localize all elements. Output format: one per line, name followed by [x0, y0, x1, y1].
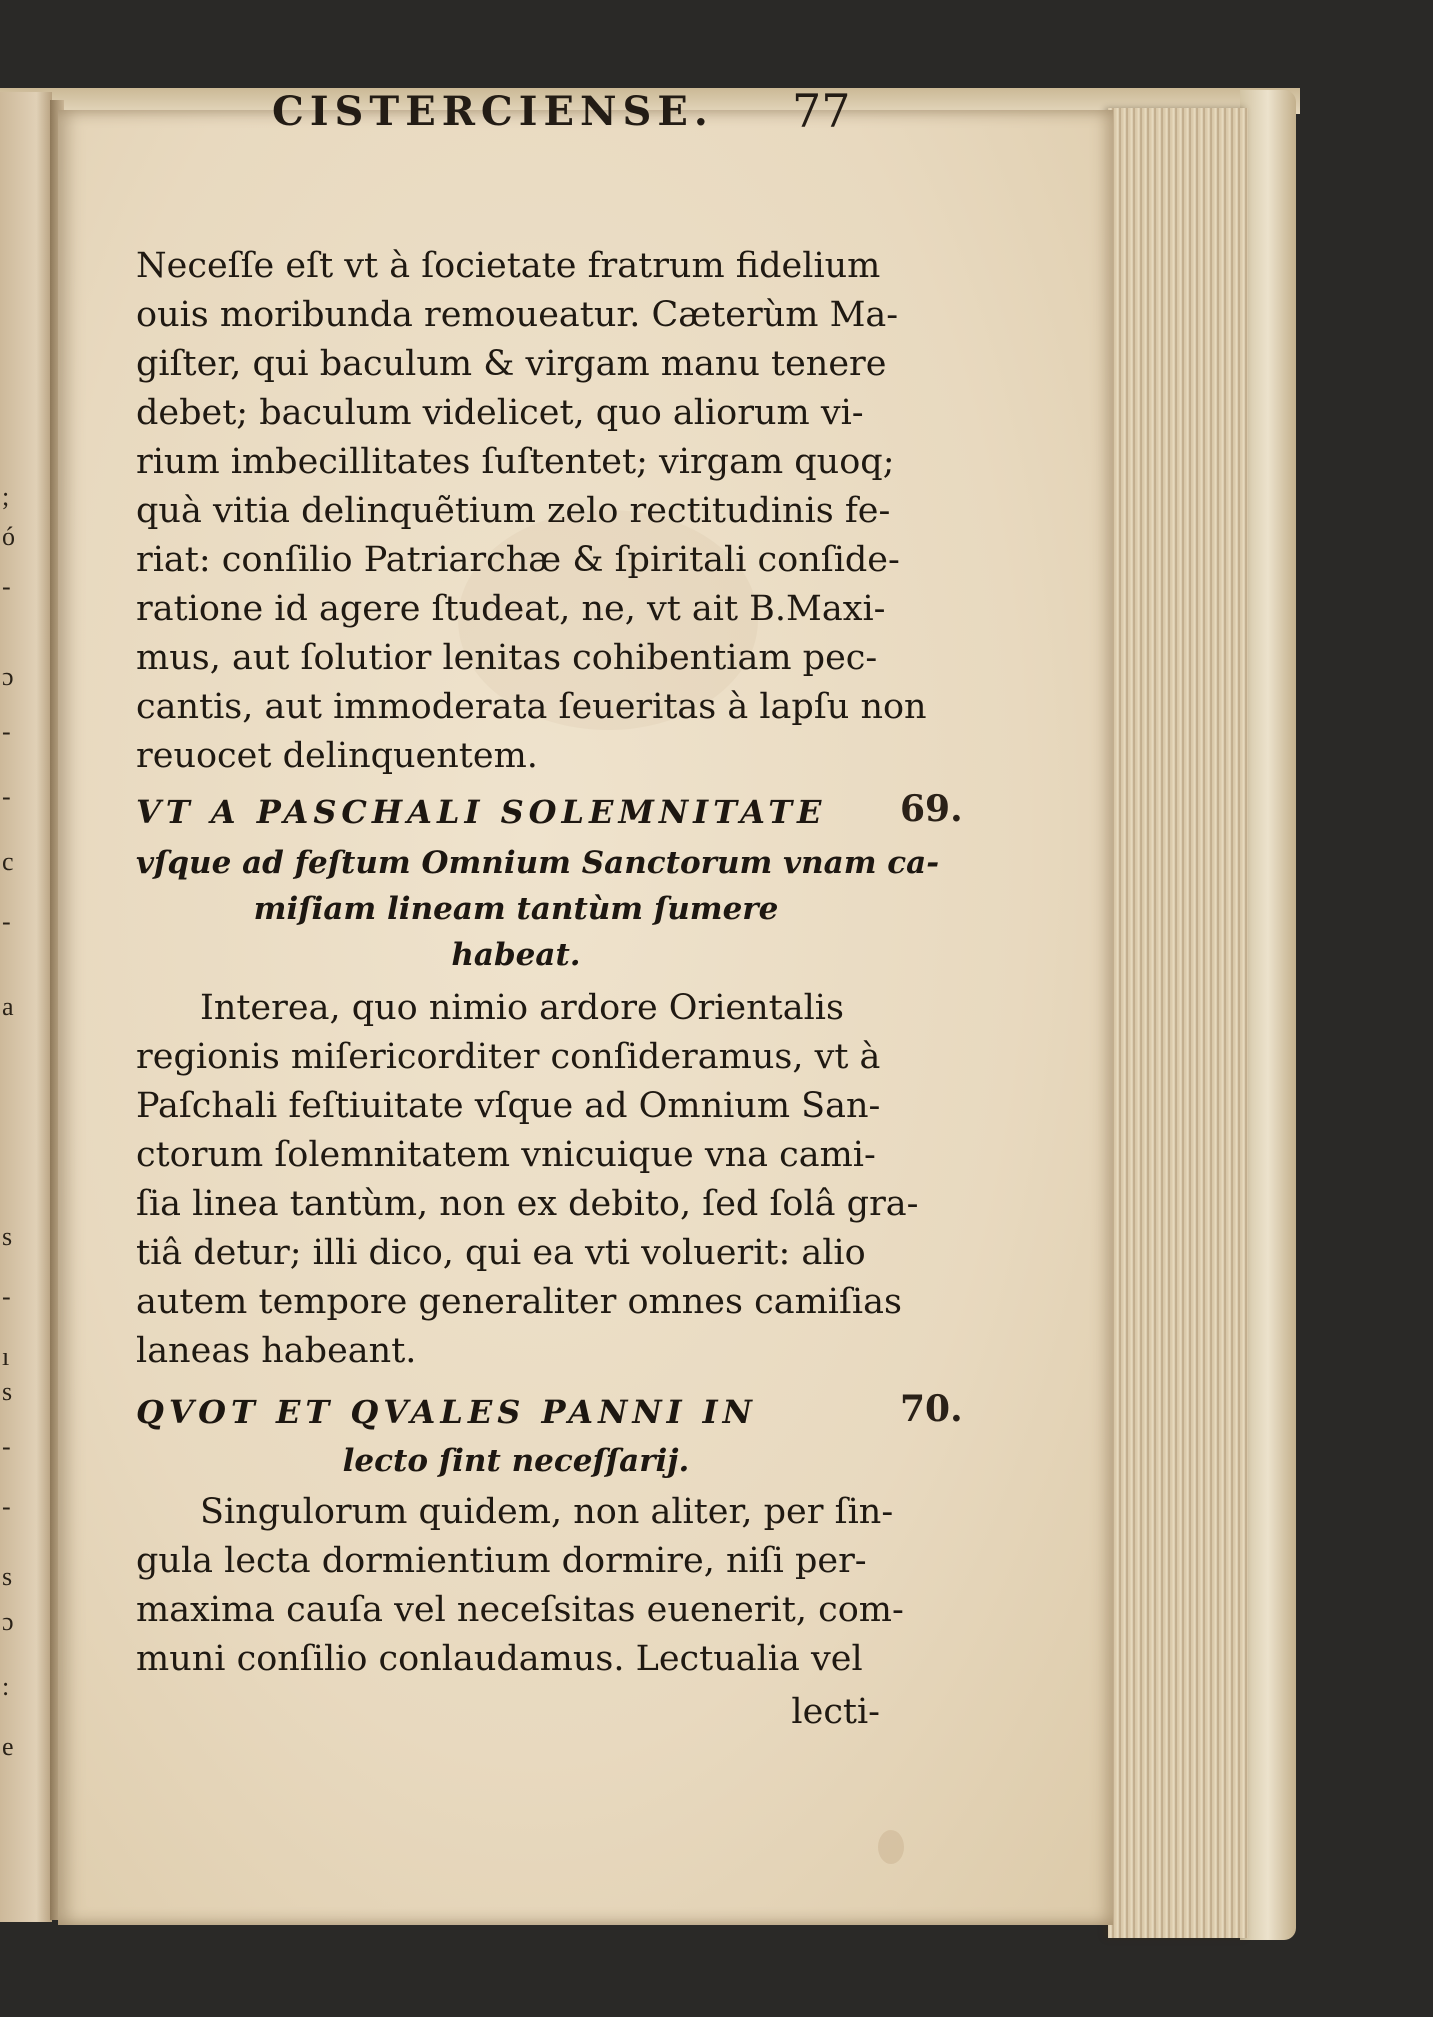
prev-mark: s	[2, 1377, 13, 1406]
section-subheading: lecto ſint neceſſarij.	[342, 1443, 690, 1479]
prev-mark: a	[2, 992, 14, 1021]
prev-mark: c	[2, 847, 14, 876]
prev-mark: -	[2, 1432, 11, 1461]
text-line: maxima cauſa vel neceſsitas euenerit, com-	[136, 1590, 904, 1630]
prev-mark: s	[2, 1562, 13, 1591]
text-line: reuocet delinquentem.	[136, 736, 538, 776]
margin-number: 69.	[900, 788, 963, 830]
prev-mark: -	[2, 717, 11, 746]
previous-page-marks	[0, 92, 52, 1922]
text-line: Singulorum quidem, non aliter, per ſin-	[200, 1492, 894, 1532]
cover-edge	[1240, 90, 1296, 1940]
prev-mark: -	[2, 1282, 11, 1311]
text-line: Paſchali feſtiuitate vſque ad Omnium San-	[136, 1086, 881, 1126]
prev-mark: s	[2, 1222, 13, 1251]
fore-edge-pages	[1108, 108, 1248, 1938]
prev-mark: -	[2, 782, 11, 811]
text-line: tiâ detur; illi dico, qui ea vti voluerit: alio	[136, 1233, 866, 1273]
running-title: CISTERCIENSE.	[272, 88, 714, 135]
text-line: autem tempore generaliter omnes camiſias	[136, 1282, 902, 1322]
page-number: 77	[792, 84, 851, 138]
text-line: ctorum ſolemnitatem vnicuique vna cami-	[136, 1135, 876, 1175]
text-line: ratione id agere ſtudeat, ne, vt ait B.Maxi-	[136, 589, 886, 629]
previous-page-edge	[0, 92, 52, 1922]
text-line: laneas habeant.	[136, 1331, 417, 1371]
margin-number: 70.	[900, 1388, 963, 1430]
text-line: gula lecta dormientium dormire, niſi per-	[136, 1541, 867, 1581]
page-stain	[878, 1830, 904, 1864]
prev-mark: -	[2, 572, 11, 601]
section-subheading: miſiam lineam tantùm ſumere	[253, 891, 779, 927]
section-heading: VT A PASCHALI SOLEMNITATE	[136, 793, 827, 831]
text-line: Neceſſe eſt vt à ſocietate fratrum fidelium	[136, 246, 881, 286]
text-line: giſter, qui baculum & virgam manu tenere	[136, 344, 887, 384]
text-line: ouis moribunda remoueatur. Cæterùm Ma-	[136, 295, 899, 335]
prev-mark: -	[2, 907, 11, 936]
text-line: Interea, quo nimio ardore Orientalis	[200, 988, 844, 1028]
section-subheading: habeat.	[451, 937, 581, 973]
section-subheading: vſque ad feſtum Omnium Sanctorum vnam ca-	[136, 845, 940, 881]
section-heading: QVOT ET QVALES PANNI IN	[136, 1393, 757, 1431]
catchword: lecti-	[791, 1692, 880, 1732]
text-line: rium imbecillitates ſuſtentet; virgam quoq;	[136, 442, 895, 482]
text-line: cantis, aut immoderata ſeueritas à lapſu non	[136, 687, 927, 727]
text-line: debet; baculum videlicet, quo aliorum vi-	[136, 393, 864, 433]
prev-mark: ɔ	[2, 662, 14, 691]
text-line: ſia linea tantùm, non ex debito, ſed ſolâ gra-	[136, 1184, 919, 1224]
prev-mark: :	[2, 1672, 10, 1701]
text-line: mus, aut ſolutior lenitas cohibentiam pec-	[136, 638, 878, 678]
running-head	[272, 84, 892, 148]
prev-mark: e	[2, 1732, 14, 1761]
text-line: muni conſilio conlaudamus. Lectualia vel	[136, 1639, 863, 1679]
prev-mark: ;	[2, 482, 10, 511]
prev-mark: ó	[2, 522, 15, 551]
text-line: quà vitia delinquẽtium zelo rectitudinis fe-	[136, 491, 891, 531]
text-line: regionis miſericorditer conſideramus, vt à	[136, 1037, 881, 1077]
prev-mark: ı	[2, 1342, 10, 1371]
prev-mark: -	[2, 1492, 11, 1521]
prev-mark: ɔ	[2, 1607, 14, 1636]
text-line: riat: conſilio Patriarchæ & ſpiritali conſide-	[136, 540, 900, 580]
